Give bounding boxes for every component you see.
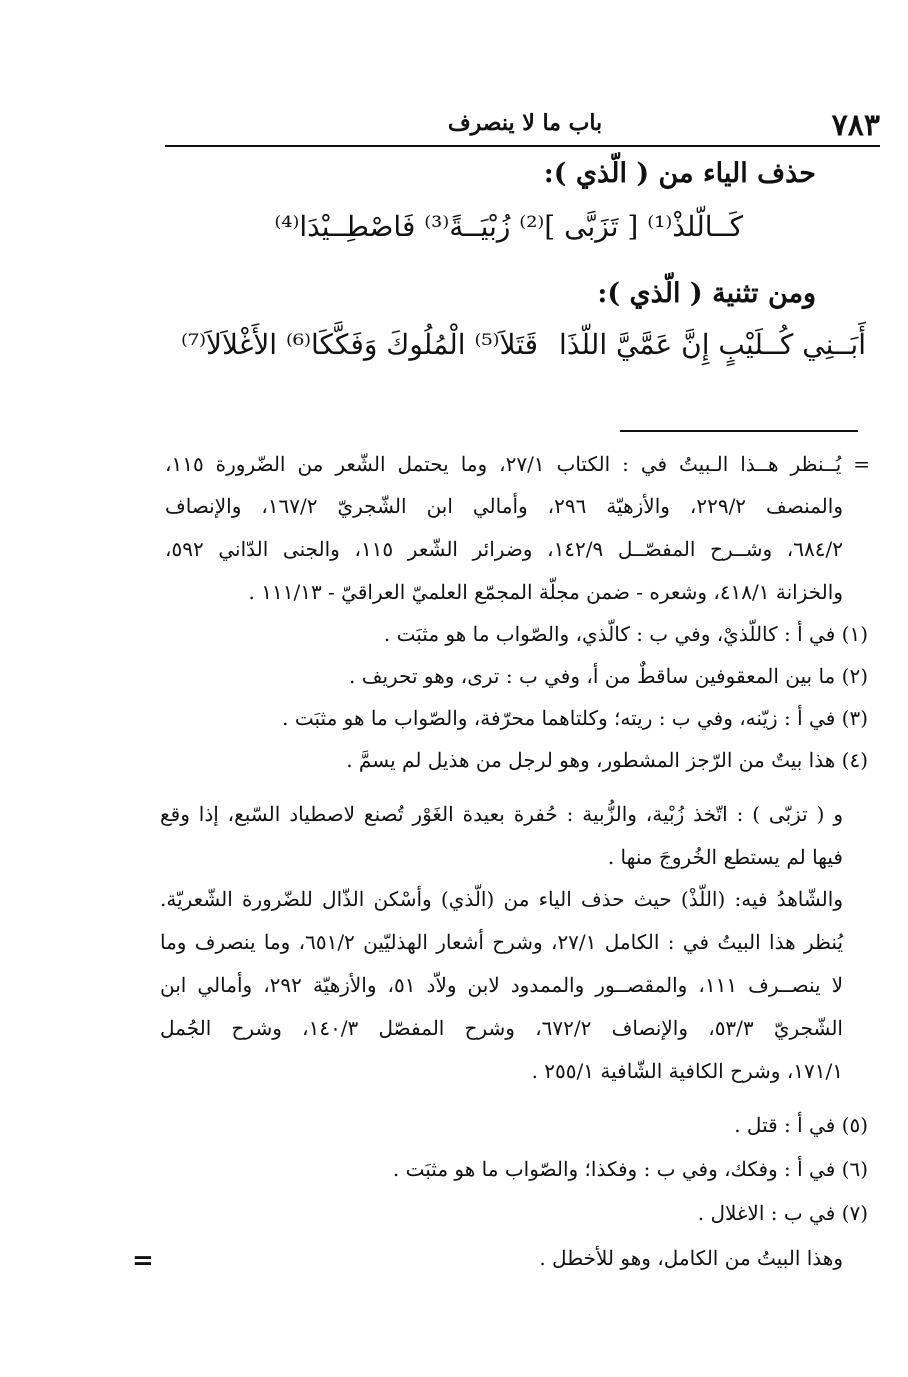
verse-2-hemistich-2: قَتَلاَ⁽⁵⁾ الْمُلُوكَ وَفَكَّكَا⁽⁶⁾ الأَغْلاَلاَ⁽⁷⁾ [181, 328, 538, 361]
footnote-4-text: يُنظر هذا البيتُ في : الكامل ٢٧/١، وشرح أشعار الهذليّين ٦٥١/٢، وما ينصرف وما [160, 930, 844, 954]
running-title: باب ما لا ينصرف [447, 110, 603, 136]
footnote-1: (١) في أ : كاللّذيْ، وفي ب : كالّذي، والصّواب ما هو مثبَت . [383, 622, 868, 646]
page-number: ٧٨٣ [831, 108, 880, 143]
footnote-2: (٢) ما بين المعقوفين ساقطٌ من أ، وفي ب : ترى، وهو تحريف . [349, 664, 868, 688]
footnote-4-text: ١٧١/١، وشرح الكافية الشّافية ٢٥٥/١ . [531, 1059, 843, 1083]
footnote-4-text: الشّجريّ ٥٣/٣، والإنصاف ٦٧٢/٢، وشرح المفصّل ١٤٠/٣، وشرح الجُمل [160, 1016, 843, 1040]
footnote-continuation-line: = يُــنظر هــذا الـبيتُ في : الكتاب ٢٧/١، وما يحتمل الشّعر من الضّرورة ١١٥، [165, 452, 870, 476]
footnote-6: (٦) في أ : وفكك، وفي ب : وفكذا؛ والصّواب ما هو مثبَت . [392, 1157, 868, 1181]
footnote-7: (٧) في ب : الاغلال . [697, 1201, 868, 1225]
footnote-4-text: والشّاهدُ فيه: (اللّذْ) حيث حذف الياء من (الّذي) وأسْكن الذّال للضّرورة الشّعريّة. [160, 887, 843, 911]
footnote-4: (٤) هذا بيتٌ من الرّجز المشطور، وهو لرجل من هذيل لم يسمَّ . [346, 748, 868, 772]
footnote-7-text: وهذا البيتُ من الكامل، وهو للأخطل . [539, 1246, 843, 1270]
verse-2-hemistich-1: أَبَــنِي كُــلَيْبٍ إِنَّ عَمَّيَّ اللّذَا [559, 328, 866, 361]
footnote-continuation-line: ٦٨٤/٢، وشــرح المفصّــل ١٤٢/٩، وضرائر الشّعر ١١٥، والجنى الدّاني ٥٩٢، [165, 537, 843, 561]
verse-1: كَــالّلذْ⁽¹⁾ [ تَزَبَّى ]⁽²⁾ زُبْيَــةً⁽³⁾ فَاصْطِــيْدَا⁽⁴⁾ [274, 210, 743, 243]
footnote-continuation-line: والمنصف ٢٢٩/٢، والأزهيّة ٢٩٦، وأمالي ابن الشّجريّ ١٦٧/٢، والإنصاف [165, 494, 843, 518]
footnote-separator [620, 430, 858, 432]
section-heading-1: حذف الياء من ( الّذي ): [543, 158, 816, 189]
header-rule [165, 145, 880, 147]
section-heading-2: ومن تثنية ( الّذي ): [597, 278, 816, 309]
footnote-5: (٥) في أ : قتل . [734, 1113, 868, 1137]
footnote-3: (٣) في أ : زيّنه، وفي ب : ريته؛ وكلتاهما محرّفة، والصّواب ما هو مثبَت . [282, 706, 868, 730]
footnote-4-text: لا ينصــرف ١١١، والمقصــور والممدود لابن ولاّد ٥١، والأزهيّة ٢٩٢، وأمالي ابن [160, 973, 843, 997]
continuation-mark: = [132, 1246, 154, 1276]
footnote-continuation-line: والخزانة ٤١٨/١، وشعره - ضمن مجلّة المجمّع العلميّ العراقيّ - ١١١/١٣ . [248, 580, 843, 604]
footnote-4-text: فيها لم يستطع الخُروجَ منها . [607, 845, 843, 869]
footnote-4-text: و ( تزبّى ) : اتّخذ زُبْية، والزُّبية : حُفرة بعيدة الغَوْر تُصنع لاصطياد السّبع، إذا وقع [160, 802, 843, 826]
